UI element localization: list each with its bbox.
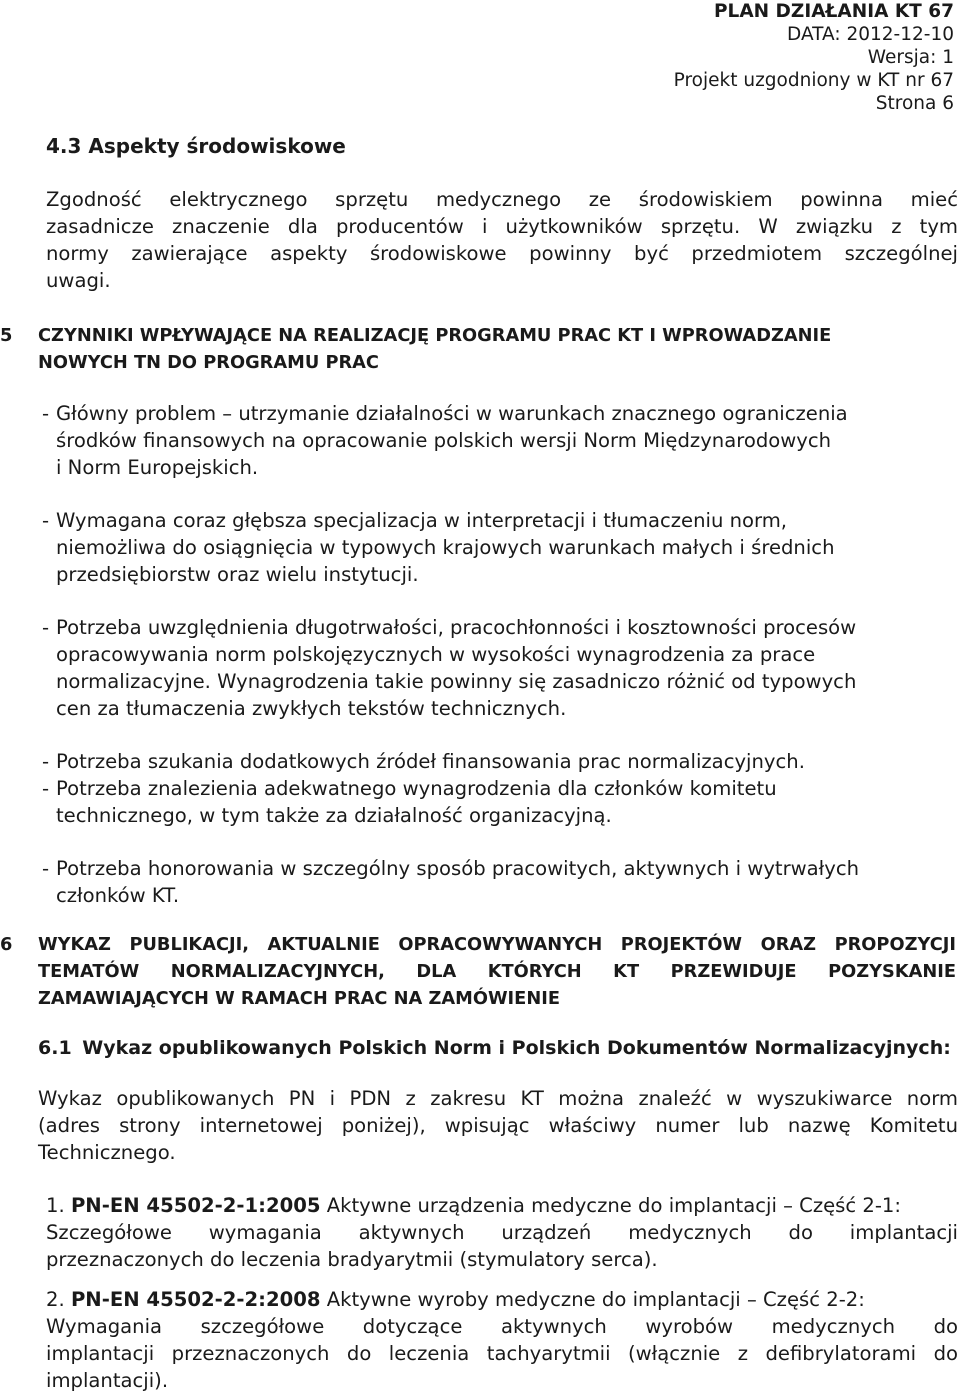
header-approved: Projekt uzgodniony w KT nr 67: [673, 70, 954, 91]
list-line: opracowywania norm polskojęzycznych w wysokości wynagrodzenia za prace: [56, 643, 816, 666]
list-item-text: [56, 775, 942, 829]
list-item-text: [56, 400, 942, 481]
list-dash: -: [42, 509, 50, 532]
section-6-1-intro: [38, 1085, 958, 1166]
list-line: Wymagania szczegółowe dotyczące aktywnych wyrobów medycznych do: [46, 1315, 958, 1338]
list-dash: -: [42, 616, 50, 639]
list-line: Potrzeba uwzględnienia długotrwałości, pracochłonności i kosztowności procesów: [56, 616, 857, 639]
list-line: Wymagana coraz głębsza specjalizacja w interpretacji i tłumaczeniu norm,: [56, 509, 788, 532]
paragraph-line: Zgodność elektrycznego sprzętu medycznego ze środowiskiem powinna mieć: [46, 188, 958, 211]
standard-title-start: Aktywne wyroby medyczne do implantacji – Część 2-2:: [320, 1288, 865, 1311]
list-line: [46, 1192, 958, 1219]
list-item-text: [56, 614, 942, 722]
document-header: [674, 0, 954, 115]
paragraph-line: (adres strony internetowej poniżej), wpisując właściwy numer lub nazwę Komitetu: [38, 1114, 958, 1137]
section-5-heading-text: [38, 322, 956, 376]
list-line: Potrzeba szukania dodatkowych źródeł finansowania prac normalizacyjnych.: [56, 750, 805, 773]
heading-line: NOWYCH TN DO PROGRAMU PRAC: [38, 352, 379, 373]
standard-title-start: Aktywne urządzenia medyczne do implantacji – Część 2-1:: [320, 1194, 901, 1217]
standard-list-item: [46, 1286, 958, 1394]
paragraph-line: Technicznego.: [38, 1141, 176, 1164]
list-line: [46, 1286, 958, 1313]
section-4-3-paragraph: [46, 186, 958, 294]
section-4-3-heading: 4.3 Aspekty środowiskowe: [46, 134, 346, 158]
list-line: przeznaczonych do leczenia bradyarytmii (stymulatory serca).: [46, 1248, 658, 1271]
list-number: 2.: [46, 1288, 65, 1311]
section-number: 6.1: [38, 1037, 72, 1059]
list-item-text: [56, 748, 942, 775]
header-version: Wersja: 1: [867, 47, 954, 68]
heading-line: CZYNNIKI WPŁYWAJĄCE NA REALIZACJĘ PROGRAMU PRAC KT I WPROWADZANIE: [38, 325, 832, 346]
section-5-heading: [0, 322, 958, 382]
heading-line: ZAMAWIAJĄCYCH W RAMACH PRAC NA ZAMÓWIENIE: [38, 988, 560, 1009]
section-number: 6: [0, 934, 13, 955]
list-line: Główny problem – utrzymanie działalności w warunkach znacznego ograniczenia: [56, 402, 848, 425]
list-line: normalizacyjne. Wynagrodzenia takie powinny się zasadniczo różnić od typowych: [56, 670, 857, 693]
list-line: cen za tłumaczenia zwykłych tekstów technicznych.: [56, 697, 567, 720]
list-dash: -: [42, 857, 50, 880]
standard-list-item: [46, 1192, 958, 1273]
list-line: Szczegółowe wymagania aktywnych urządzeń medycznych do implantacji: [46, 1221, 958, 1244]
paragraph-line: normy zawierające aspekty środowiskowe powinny być przedmiotem szczególnej: [46, 242, 958, 265]
section-6-1-heading-text: Wykaz opublikowanych Polskich Norm i Polskich Dokumentów Normalizacyjnych:: [82, 1037, 951, 1059]
heading-line: WYKAZ PUBLIKACJI, AKTUALNIE OPRACOWYWANYCH PROJEKTÓW ORAZ PROPOZYCJI: [38, 934, 956, 955]
list-line: środków finansowych na opracowanie polskich wersji Norm Międzynarodowych: [56, 429, 832, 452]
list-line: i Norm Europejskich.: [56, 456, 259, 479]
list-number: 1.: [46, 1194, 65, 1217]
section-6-heading: [0, 931, 958, 1015]
paragraph-line: zasadnicze znaczenie dla producentów i użytkowników sprzętu. W związku z tym: [46, 215, 958, 238]
list-line: implantacji przeznaczonych do leczenia tachyarytmii (włącznie z defibrylatorami do: [46, 1342, 958, 1365]
section-6-1-heading: [38, 1037, 958, 1059]
heading-line: TEMATÓW NORMALIZACYJNYCH, DLA KTÓRYCH KT PRZEWIDUJE POZYSKANIE: [38, 961, 956, 982]
section-6-heading-text: [38, 931, 956, 1012]
list-line: technicznego, w tym także za działalność organizacyjną.: [56, 804, 612, 827]
section-number: 5: [0, 325, 13, 346]
header-page-number: Strona 6: [875, 93, 954, 114]
list-item-text: [56, 507, 942, 588]
paragraph-line: uwagi.: [46, 269, 111, 292]
list-dash: -: [42, 777, 50, 800]
list-item-text: [56, 855, 942, 909]
list-line: przedsiębiorstw oraz wielu instytucji.: [56, 563, 419, 586]
list-line: członków KT.: [56, 884, 180, 907]
standard-code: PN-EN 45502-2-2:2008: [70, 1288, 321, 1311]
list-line: Potrzeba honorowania w szczególny sposób pracowitych, aktywnych i wytrwałych: [56, 857, 860, 880]
list-line: implantacji).: [46, 1369, 169, 1392]
list-line: Potrzeba znalezienia adekwatnego wynagrodzenia dla członków komitetu: [56, 777, 777, 800]
header-title: PLAN DZIAŁANIA KT 67: [713, 1, 954, 22]
header-date: DATA: 2012-12-10: [787, 24, 954, 45]
standard-code: PN-EN 45502-2-1:2005: [70, 1194, 321, 1217]
list-dash: -: [42, 750, 50, 773]
paragraph-line: Wykaz opublikowanych PN i PDN z zakresu KT można znaleźć w wyszukiwarce norm: [38, 1087, 958, 1110]
list-line: niemożliwa do osiągnięcia w typowych krajowych warunkach małych i średnich: [56, 536, 835, 559]
list-dash: -: [42, 402, 50, 425]
